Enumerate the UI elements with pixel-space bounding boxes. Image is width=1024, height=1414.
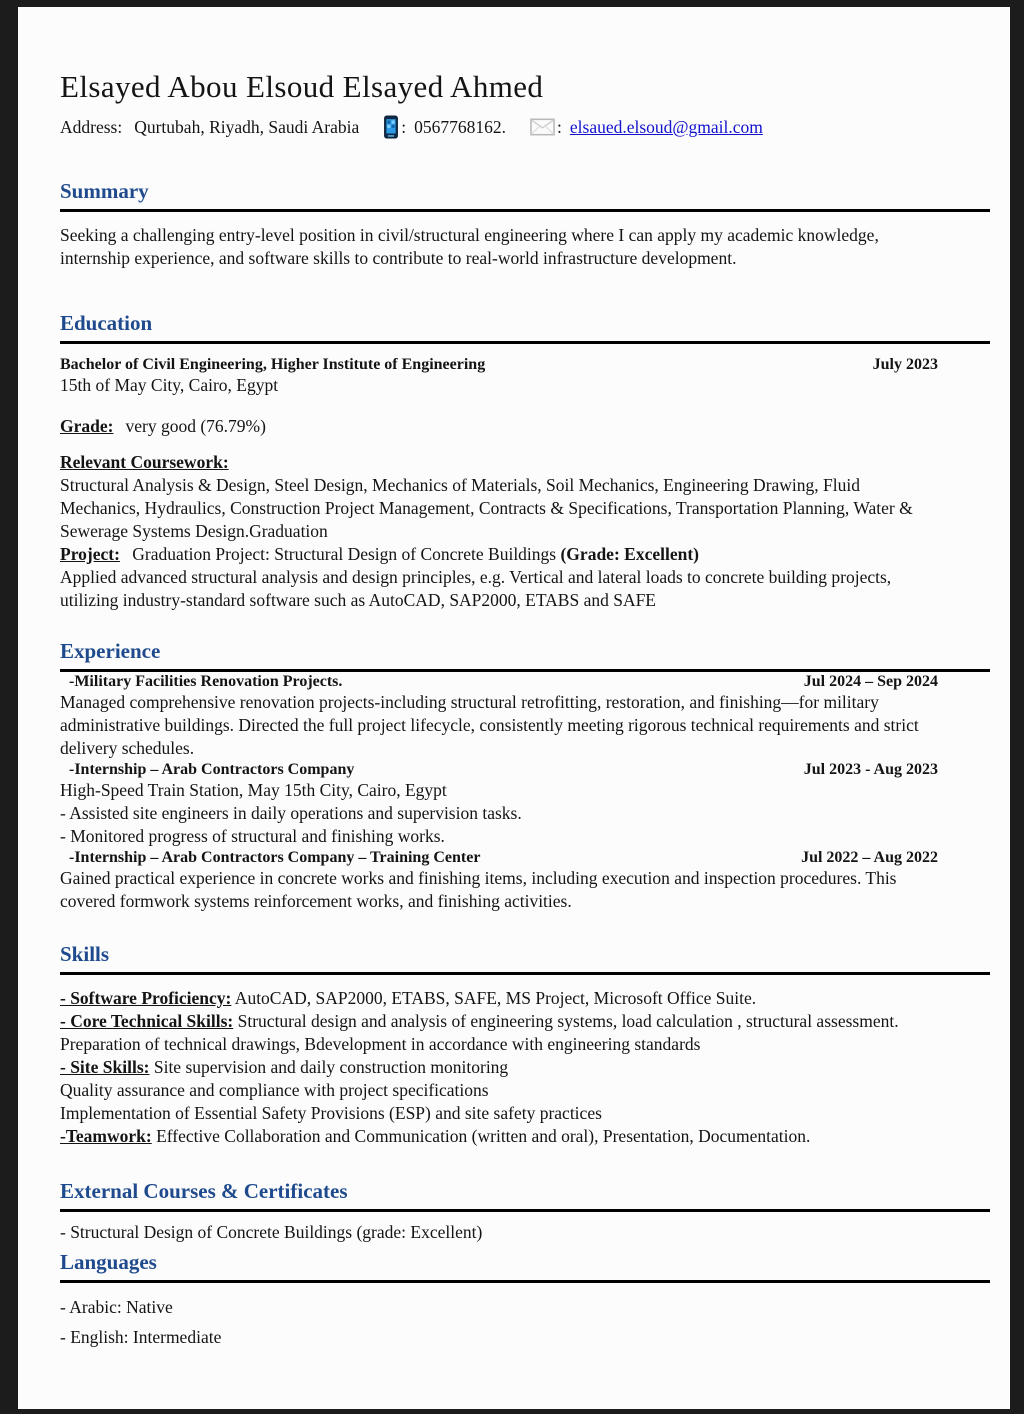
resume-page: [18, 7, 1010, 1409]
entry-role: -Internship – Arab Contractors Company – Training Center: [69, 849, 481, 866]
skill-text: Implementation of Essential Safety Provisions (ESP) and site safety practices: [60, 1103, 602, 1123]
mobile-phone-icon: [383, 115, 399, 139]
grade-line: [60, 415, 942, 438]
entry-line: - Monitored progress of structural and finishing works.: [60, 826, 445, 846]
email-separator: :: [557, 116, 562, 137]
project-description: Applied advanced structural analysis and design principles, e.g. Vertical and lateral loads to concrete building projects, utilizing industry-standard software such as AutoCAD, SAP2000, ETABS and SAFE: [60, 567, 892, 610]
skill-label: - Site Skills:: [60, 1057, 150, 1077]
section-title-skills: Skills: [60, 942, 990, 975]
project-label: Project:: [60, 544, 120, 564]
skill-line: [60, 1056, 950, 1079]
language-item: - English: Intermediate: [60, 1327, 222, 1347]
skill-text: AutoCAD, SAP2000, ETABS, SAFE, MS Project, Microsoft Office Suite.: [231, 988, 757, 1008]
entry-header: [60, 761, 938, 779]
address-value: Qurtubah, Riyadh, Saudi Arabia: [134, 116, 360, 137]
languages-section: [60, 1250, 990, 1349]
section-title-courses: External Courses & Certificates: [60, 1179, 990, 1212]
contact-line: [60, 115, 990, 139]
skill-text: Effective Collaboration and Communication (written and oral), Presentation, Documentation.: [151, 1126, 811, 1146]
section-title-languages: Languages: [60, 1250, 990, 1283]
entry-line: - Assisted site engineers in daily operations and supervision tasks.: [60, 803, 522, 823]
entry-description: Managed comprehensive renovation projects-including structural retrofitting, restoration, and finishing—for military administrative buildings. Directed the full project lifecycle, consistently meeting rigorous technical requirements and strict delivery schedules.: [60, 692, 919, 758]
coursework-label-line: [60, 451, 942, 474]
skill-text: Quality assurance and compliance with project specifications: [60, 1080, 489, 1100]
entry-role: -Military Facilities Renovation Projects.: [69, 673, 343, 690]
skill-label: - Core Technical Skills:: [60, 1011, 234, 1031]
experience-entry: [60, 849, 990, 913]
entry-role: -Internship – Arab Contractors Company: [69, 761, 355, 778]
grade-value: very good (76.79%): [125, 416, 266, 436]
grade-label: Grade:: [60, 416, 114, 436]
resume-content: [18, 7, 1010, 1349]
person-name: Elsayed Abou Elsoud Elsayed Ahmed: [60, 69, 544, 104]
section-title-experience: Experience: [60, 639, 990, 672]
project-grade: (Grade: Excellent): [560, 544, 699, 564]
experience-section: [60, 639, 990, 913]
summary-text: Seeking a challenging entry-level position in civil/structural engineering where I can apply my academic knowledge, internship experience, and software skills to contribute to real-world infrastructure development.: [60, 225, 879, 268]
entry-header: [60, 673, 938, 691]
entry-date: Jul 2023 - Aug 2023: [803, 761, 938, 778]
section-title-summary: Summary: [60, 179, 990, 212]
entry-header: [60, 849, 938, 867]
skill-text: Site supervision and daily construction monitoring: [149, 1057, 509, 1077]
entry-date: Jul 2024 – Sep 2024: [803, 673, 938, 690]
education-section: [60, 311, 990, 612]
address-label: Address:: [60, 116, 123, 137]
skill-line: [60, 1079, 950, 1102]
skill-line: [60, 987, 950, 1010]
degree-row: [60, 356, 938, 374]
skill-line: [60, 1010, 950, 1056]
coursework-label: Relevant Coursework:: [60, 452, 229, 472]
envelope-icon: [530, 118, 555, 136]
phone-separator: :: [401, 116, 407, 137]
coursework-text: Structural Analysis & Design, Steel Design, Mechanics of Materials, Soil Mechanics, Engineering Drawing, Fluid Mechanics, Hydraulics, Construction Project Management, Contracts & Specifications, Transportation Planning, Water & Sewerage Systems Design.Graduation: [60, 475, 913, 541]
courses-section: [60, 1179, 990, 1244]
entry-line: High-Speed Train Station, May 15th City, Cairo, Egypt: [60, 780, 447, 800]
entry-description: Gained practical experience in concrete works and finishing items, including execution and inspection procedures. This covered formwork systems reinforcement works, and finishing activities.: [60, 868, 897, 911]
skill-line: [60, 1102, 950, 1125]
education-date: July 2023: [872, 356, 938, 373]
section-title-education: Education: [60, 311, 990, 344]
entry-date: Jul 2022 – Aug 2022: [801, 849, 938, 866]
experience-entry: [60, 761, 990, 848]
project-text: Graduation Project: Structural Design of Concrete Buildings: [127, 544, 561, 564]
skill-label: -Teamwork:: [60, 1126, 152, 1146]
degree-title: Bachelor of Civil Engineering, Higher Institute of Engineering: [60, 356, 486, 373]
skills-section: [60, 942, 990, 1148]
email-link[interactable]: elsaued.elsoud@gmail.com: [569, 116, 763, 137]
course-item: - Structural Design of Concrete Buildings (grade: Excellent): [60, 1222, 483, 1242]
project-line: [60, 543, 942, 566]
skill-text: Structural design and analysis of engineering systems, load calculation , structural assessment. Preparation of technical drawings, Bdevelopment in accordance with engineering standards: [60, 1011, 899, 1054]
skill-line: [60, 1125, 950, 1148]
summary-section: [60, 179, 990, 270]
skill-label: - Software Proficiency:: [60, 988, 232, 1008]
experience-entry: [60, 673, 990, 760]
language-item: - Arabic: Native: [60, 1297, 173, 1317]
phone-number: 0567768162.: [414, 116, 506, 137]
education-location: 15th of May City, Cairo, Egypt: [60, 375, 279, 395]
